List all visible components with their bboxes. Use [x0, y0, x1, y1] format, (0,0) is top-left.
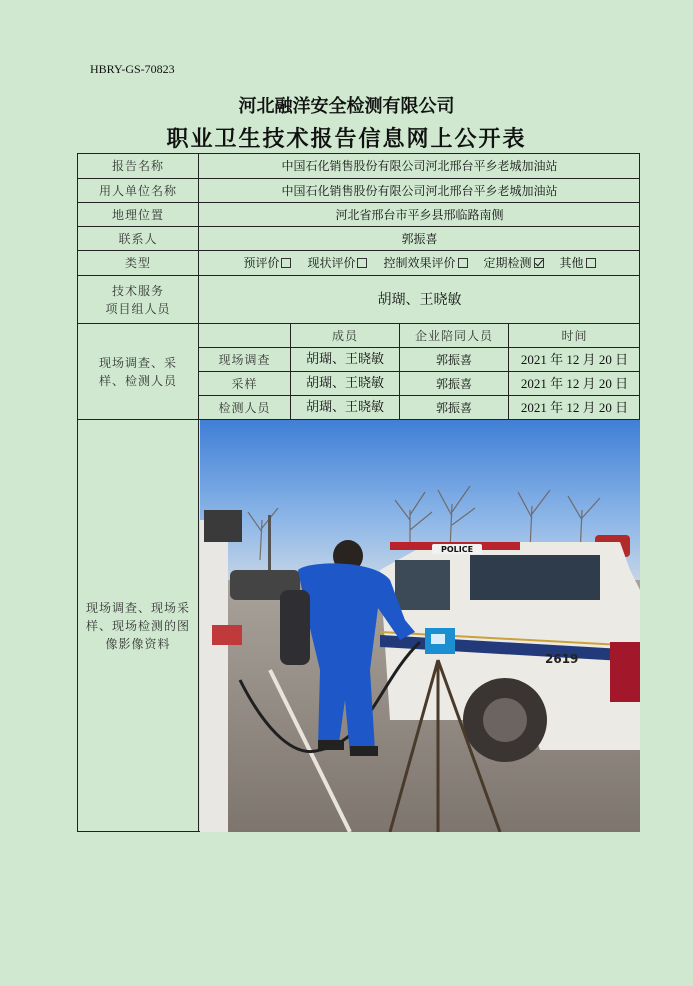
checkbox-icon[interactable] [357, 258, 367, 268]
type-option-label: 控制效果评价 [383, 256, 456, 270]
police-sign: POLICE [440, 545, 474, 554]
type-option-status-evaluation[interactable] [307, 254, 367, 272]
type-option-pre-evaluation[interactable] [243, 254, 291, 272]
escort-survey: 郭振喜 [400, 348, 509, 372]
type-options [199, 251, 640, 276]
stage-survey: 现场调查 [199, 348, 291, 372]
images-label-text: 现场调查、现场采样、现场检测的图像影像资料 [86, 601, 191, 651]
type-option-control-evaluation[interactable] [383, 254, 467, 272]
members-survey: 胡瑚、王晓敏 [291, 348, 400, 372]
checkbox-icon[interactable] [586, 258, 596, 268]
date-testing: 2021 年 12 月 20 日 [509, 396, 640, 420]
members-testing: 胡瑚、王晓敏 [291, 396, 400, 420]
report-name-label: 报告名称 [78, 154, 199, 179]
members-sampling: 胡瑚、王晓敏 [291, 372, 400, 396]
type-option-label: 定期检测 [483, 256, 532, 270]
header-date: 时间 [509, 324, 640, 348]
survey-label [78, 324, 199, 420]
team-label-line: 技术服务 [111, 283, 164, 298]
escort-sampling: 郭振喜 [400, 372, 509, 396]
checkbox-icon[interactable] [458, 258, 468, 268]
team-value: 胡瑚、王晓敏 [199, 276, 640, 324]
contact-label: 联系人 [78, 227, 199, 251]
employer-value: 中国石化销售股份有限公司河北邢台平乡老城加油站 [199, 179, 640, 203]
header-escort: 企业陪同人员 [400, 324, 509, 348]
checkbox-icon[interactable] [281, 258, 291, 268]
truck-plate-number: 2619 [545, 652, 579, 666]
checkbox-checked-icon[interactable] [534, 258, 544, 268]
survey-header-blank [199, 324, 291, 348]
team-label-line: 项目组人员 [105, 301, 171, 316]
site-photo-illustration [200, 420, 640, 832]
escort-testing: 郭振喜 [400, 396, 509, 420]
site-photo [200, 420, 640, 832]
document-number: HBRY-GS-70823 [90, 62, 175, 76]
employer-label: 用人单位名称 [78, 179, 199, 203]
page-title: 职业卫生技术报告信息网上公开表 [166, 126, 527, 152]
images-label [78, 420, 199, 832]
type-label: 类型 [78, 251, 199, 276]
type-option-other[interactable] [560, 254, 596, 272]
date-survey: 2021 年 12 月 20 日 [509, 348, 640, 372]
company-name: 河北融洋安全检测有限公司 [238, 96, 455, 117]
location-value: 河北省邢台市平乡县邢临路南侧 [199, 203, 640, 227]
survey-label-text: 现场调查、采样、检测人员 [98, 355, 177, 388]
date-sampling: 2021 年 12 月 20 日 [509, 372, 640, 396]
type-option-label: 现状评价 [307, 256, 356, 270]
info-table [77, 153, 640, 832]
location-label: 地理位置 [78, 203, 199, 227]
type-option-periodic-testing[interactable] [484, 254, 544, 272]
contact-value: 郭振喜 [199, 227, 640, 251]
header-members: 成员 [291, 324, 400, 348]
type-option-label: 预评价 [243, 256, 280, 270]
report-name-value: 中国石化销售股份有限公司河北邢台平乡老城加油站 [199, 154, 640, 179]
stage-testing: 检测人员 [199, 396, 291, 420]
team-label [78, 276, 199, 324]
type-option-label: 其他 [559, 256, 584, 270]
stage-sampling: 采样 [199, 372, 291, 396]
